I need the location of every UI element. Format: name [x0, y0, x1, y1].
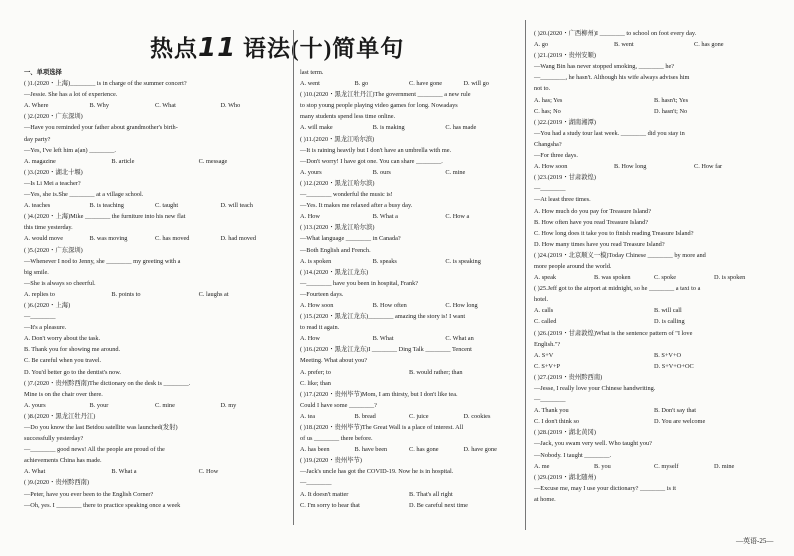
option: A. S+V: [534, 351, 554, 359]
page-title: 热点11 语法(十)简单句: [150, 33, 405, 63]
option: A. go: [534, 41, 548, 49]
question-line: Could I have some ________?: [300, 401, 377, 409]
question-line: ( )4.(2020・上海)Mike ________ the furniture into his new flat: [24, 213, 186, 221]
question-line: —Jack's uncle has got the COVID-19. Now he is in hospital.: [300, 468, 454, 476]
question-line: B. How often have you read Treasure Island?: [534, 218, 649, 226]
question-line: —Excuse me, may I use your dictionary? ________ is it: [534, 484, 676, 492]
option: A. teaches: [24, 202, 51, 210]
option: C. has moved: [155, 235, 190, 243]
question-line: —Both English and French.: [300, 246, 371, 254]
option-row: [300, 167, 518, 178]
question-line: to stop young people playing video games for long. Nowadays: [300, 102, 458, 110]
option: B. went: [614, 41, 634, 49]
option: B. What: [372, 335, 394, 343]
option: A. would move: [24, 235, 64, 243]
question-line: —Jack, you swam very well. Who taught you?: [534, 440, 652, 448]
option: B. Why: [89, 102, 109, 110]
option: A. has; Yes: [534, 96, 563, 104]
question-line: A. Don't worry about the task.: [24, 335, 101, 343]
option-row: [24, 466, 286, 477]
question-line: —________: [534, 185, 566, 193]
column-middle: [300, 67, 518, 511]
option: D. cookies: [463, 412, 491, 420]
question-line: —What language ________ in Canada?: [300, 235, 401, 243]
option: C. has gone: [694, 41, 724, 49]
option: C. called: [534, 318, 557, 326]
option: B. was spoken: [594, 274, 631, 282]
option: A. prefer; to: [300, 368, 331, 376]
option: C. mine: [155, 401, 175, 409]
option: C. myself: [654, 462, 679, 470]
option: C. I don't think so: [534, 418, 580, 426]
option-row: [534, 161, 774, 172]
question-line: —Jessie. She has a lot of experience.: [24, 91, 118, 99]
option: B. go: [354, 80, 369, 88]
question-line: last term.: [300, 69, 324, 76]
question-line: ( )12.(2020・黑龙江哈尔滨): [300, 179, 375, 187]
question-line: day party?: [24, 135, 51, 143]
question-line: English."?: [534, 340, 561, 348]
option: B. was moving: [89, 235, 128, 243]
option-row: [300, 444, 518, 455]
option: D. You are welcome: [654, 418, 706, 426]
option: B. S+V+O: [654, 351, 682, 359]
question-line: ( )22.(2019・湖南湘潭): [534, 118, 596, 126]
question-line: ( )13.(2020・黑龙江哈尔滨): [300, 224, 375, 232]
option: A. How: [300, 335, 320, 343]
question-line: —For three days.: [534, 152, 578, 160]
option-row: [300, 256, 518, 267]
option: A. tea: [300, 412, 316, 420]
question-line: ( )17.(2020・贵州毕节)Mom, I am thirsty, but I don't like tea.: [300, 390, 458, 398]
question-line: —Nobody. I taught ________.: [534, 451, 612, 459]
question-line: —It is raining heavily but I don't have an umbrella with me.: [300, 146, 452, 154]
question-line: —Oh, yes. I ________ there to practice speaking once a week: [24, 501, 181, 509]
question-line: ( )19.(2020・贵州毕节): [300, 457, 362, 465]
question-line: D. You'd better go to the dentist's now.: [24, 368, 122, 376]
option: A. will make: [300, 124, 333, 132]
question-line: ( )15.(2020・黑龙江龙东)________ amazing the story is! I want: [300, 313, 466, 321]
column-divider-left: [293, 30, 294, 525]
option: C. juice: [409, 412, 429, 420]
option: B. How long: [614, 163, 647, 171]
option: D. is spoken: [714, 274, 746, 282]
option: B. article: [111, 157, 135, 165]
question-line: achievements China has made.: [24, 457, 102, 465]
option: B. you: [594, 462, 611, 470]
column-right: [534, 28, 774, 505]
option-row: [24, 233, 286, 244]
question-line: ( )1.(2020・上海)________ is in charge of the summer concert?: [24, 80, 187, 88]
question-line: ( )8.(2020・黑龙江牡丹江): [24, 412, 96, 420]
option: C. How a: [445, 213, 470, 221]
option: A. speak: [534, 274, 557, 282]
question-line: to read it again.: [300, 324, 340, 332]
option-row: [534, 39, 774, 50]
question-line: —Peter, have you ever been to the English Corner?: [24, 490, 154, 498]
option-row: [534, 405, 774, 416]
option-row: [300, 411, 518, 422]
option: B. have been: [354, 446, 388, 454]
question-line: at home.: [534, 495, 556, 503]
question-line: this time yesterday.: [24, 224, 73, 232]
option-row: [534, 106, 774, 117]
option: A. Thank you: [534, 407, 569, 415]
option-row: [534, 461, 774, 472]
column-divider-right: [525, 20, 526, 530]
question-line: —Do you know the last Beidou satellite was launched(发射): [24, 424, 178, 431]
question-line: C. How long does it take you to finish reading Treasure Island?: [534, 229, 694, 237]
question-line: ( )2.(2020・广东深圳): [24, 113, 83, 121]
option: D. will go: [463, 80, 489, 88]
option: D. S+V+O+OC: [654, 362, 694, 370]
option: C. taught: [155, 202, 179, 210]
question-line: ( )14.(2020・黑龙江龙东): [300, 268, 369, 276]
option: A. is spoken: [300, 257, 332, 265]
option: C. laughs at: [198, 290, 229, 298]
option: B. is making: [372, 124, 405, 132]
option-row: [300, 500, 518, 511]
option-row: [300, 211, 518, 222]
question-line: ( )18.(2020・贵州毕节)The Great Wall is a place of interest. All: [300, 424, 464, 431]
option-row: [24, 200, 286, 211]
option-row: [534, 416, 774, 427]
question-line: ( )20.(2020・广西柳州)I ________ to school on foot every day.: [534, 30, 697, 37]
option-row: [24, 400, 286, 411]
option: B. Don't say that: [654, 407, 697, 415]
question-line: —You had a study tour last week. ________ did you stay in: [534, 129, 685, 137]
option-row: [534, 272, 774, 283]
question-line: —At least three times.: [534, 196, 591, 204]
question-line: —________: [534, 396, 566, 404]
question-line: —Fourteen days.: [300, 290, 344, 298]
option: B. ours: [372, 168, 391, 176]
option: C. has made: [445, 124, 477, 132]
page-footer: —英语-25—: [736, 537, 774, 545]
option: A. How: [300, 213, 320, 221]
question-line: —Whenever I nod to Jenny, she ________ my greeting with a: [24, 257, 181, 265]
option: C. S+V+P: [534, 362, 561, 370]
option-row: [300, 367, 518, 378]
option: A. What: [24, 468, 46, 476]
option: A. magazine: [24, 157, 56, 165]
section-heading: 一、单项选择: [24, 69, 62, 76]
option: C. mine: [445, 168, 466, 176]
option-row: [534, 305, 774, 316]
option: C. message: [198, 157, 228, 165]
question-line: ( )6.(2020・上海): [24, 301, 71, 309]
option: B. How often: [372, 301, 407, 309]
question-line: —Yes, I've left him a(an) ________.: [24, 146, 116, 154]
column-left: [24, 67, 286, 511]
option: A. calls: [534, 307, 554, 315]
option: C. I'm sorry to hear that: [300, 501, 360, 509]
option: A. It doesn't matter: [300, 490, 349, 498]
option: C. How: [198, 468, 219, 476]
question-line: —Jesse, I really love your Chinese handwriting.: [534, 385, 656, 392]
option: A. yours: [300, 168, 322, 176]
question-line: ( )10.(2020・黑龙江牡丹江)The government ________ a new rule: [300, 91, 471, 99]
option: D. is calling: [654, 318, 685, 326]
option-row: [300, 489, 518, 500]
option: B. bread: [354, 412, 376, 420]
option: C. What: [155, 102, 176, 110]
question-line: Meeting. What about you?: [300, 357, 368, 365]
option: A. yours: [24, 401, 46, 409]
option: D. have gone: [463, 446, 497, 454]
question-line: —Don't worry! I have got one. You can share ________.: [300, 157, 443, 165]
question-line: —She is always so cheerful.: [24, 279, 96, 287]
question-line: ( )26.(2019・甘肃敦煌)What is the sentence pattern of "I love: [534, 329, 693, 337]
question-line: ( )23.(2019・甘肃敦煌): [534, 174, 596, 182]
option-row: [534, 350, 774, 361]
question-line: —________: [300, 479, 332, 487]
option: A. replies to: [24, 290, 55, 298]
option: C. What an: [445, 335, 474, 343]
option: B. speaks: [372, 257, 397, 265]
question-line: C. Be careful when you travel.: [24, 357, 102, 365]
option: B. What a: [372, 213, 398, 221]
option: B. is teaching: [89, 202, 124, 210]
question-line: A. How much do you pay for Treasure Island?: [534, 207, 651, 215]
option: B. would rather; than: [409, 368, 463, 376]
question-line: ( )29.(2019・湖北随州): [534, 473, 596, 481]
option-row: [24, 289, 286, 300]
option-row: [300, 300, 518, 311]
question-line: not to.: [534, 85, 551, 93]
question-line: —Wang Bin has never stopped smoking, ________ he?: [534, 63, 675, 71]
option: A. How soon: [300, 301, 334, 309]
option: C. is speaking: [445, 257, 481, 265]
question-line: ( )7.(2020・贵州黔西南)The dictionary on the desk is ________.: [24, 379, 191, 387]
option-row: [300, 333, 518, 344]
option: B. hasn't; Yes: [654, 96, 689, 104]
question-line: ( )3.(2020・湖北十堰): [24, 168, 83, 176]
question-line: —Is Li Mei a teacher?: [24, 179, 81, 187]
option-row: [534, 95, 774, 106]
question-line: —________: [24, 313, 56, 321]
question-line: —Yes, she is.She ________ at a village school.: [24, 191, 144, 199]
option-row: [300, 78, 518, 89]
option: C. has; No: [534, 107, 561, 115]
option: B. That's all right: [409, 490, 453, 498]
option: A. went: [300, 80, 320, 88]
option: B. What a: [111, 468, 137, 476]
question-line: —________ good news! All the people are proud of the: [24, 446, 165, 454]
question-line: ( )25.Jeff got to the airport at midnight, so he ________ a taxi to a: [534, 285, 701, 293]
option: D. Who: [220, 102, 241, 110]
question-line: —________, he hasn't. Although his wife always advises him: [534, 74, 690, 82]
option: B. your: [89, 401, 109, 409]
question-line: ( )28.(2019・湖北黄冈): [534, 429, 596, 437]
question-line: ( )9.(2020・贵州黔西南): [24, 479, 90, 487]
question-line: ( )21.(2019・贵州安顺): [534, 52, 596, 60]
question-line: —________ have you been in hospital, Frank?: [300, 279, 419, 287]
option: A. How soon: [534, 163, 568, 171]
option: D. mine: [714, 462, 735, 470]
question-line: —________ wonderful the music is!: [300, 191, 393, 199]
option: D. hasn't; No: [654, 107, 688, 115]
option: A. me: [534, 462, 550, 470]
option: C. How far: [694, 163, 723, 171]
option: C. have gone: [409, 80, 443, 88]
question-line: ( )16.(2020・黑龙江龙东)I ________ Ding Talk ________ Tencent: [300, 346, 472, 354]
option: B. will call: [654, 307, 682, 315]
option: D. Be careful next time: [409, 501, 468, 509]
question-line: of us ________ there before.: [300, 435, 373, 443]
question-line: hotel.: [534, 296, 549, 304]
question-line: ( )27.(2019・贵州黔西南): [534, 373, 603, 381]
question-line: ( )5.(2020・广东深圳): [24, 246, 83, 254]
question-line: more people around the world.: [534, 262, 612, 270]
question-line: C. like; than: [300, 379, 331, 387]
question-line: D. How many times have you read Treasure Island?: [534, 240, 665, 248]
question-line: successfully yesterday?: [24, 435, 84, 443]
question-line: many students spend less time online.: [300, 113, 396, 121]
question-line: ( )24.(2019・北京顺义一模)Today Chinese ________ by more and: [534, 251, 706, 259]
option-row: [300, 122, 518, 133]
question-line: —It's a pleasure.: [24, 324, 67, 332]
question-line: Mine is on the chair over there.: [24, 390, 103, 398]
option: B. points to: [111, 290, 141, 298]
option: C. has gone: [409, 446, 439, 454]
question-line: —Yes. It makes me relaxed after a busy day.: [300, 202, 413, 210]
option: C. How long: [445, 301, 478, 309]
question-line: Changsha?: [534, 140, 562, 148]
question-line: —Have you reminded your father about grandmother's birth-: [24, 124, 178, 132]
option-row: [24, 100, 286, 111]
option: D. had moved: [220, 235, 256, 243]
option-row: [534, 361, 774, 372]
option-row: [24, 156, 286, 167]
option: D. my: [220, 401, 237, 409]
option: D. will teach: [220, 202, 253, 210]
option: A. Where: [24, 102, 49, 110]
question-line: ( )11.(2020・黑龙江哈尔滨): [300, 135, 375, 143]
question-line: B. Thank you for showing me around.: [24, 346, 121, 354]
question-line: big smile.: [24, 268, 49, 276]
option: A. has been: [300, 446, 330, 454]
option-row: [534, 316, 774, 327]
option: C. spoke: [654, 274, 677, 282]
